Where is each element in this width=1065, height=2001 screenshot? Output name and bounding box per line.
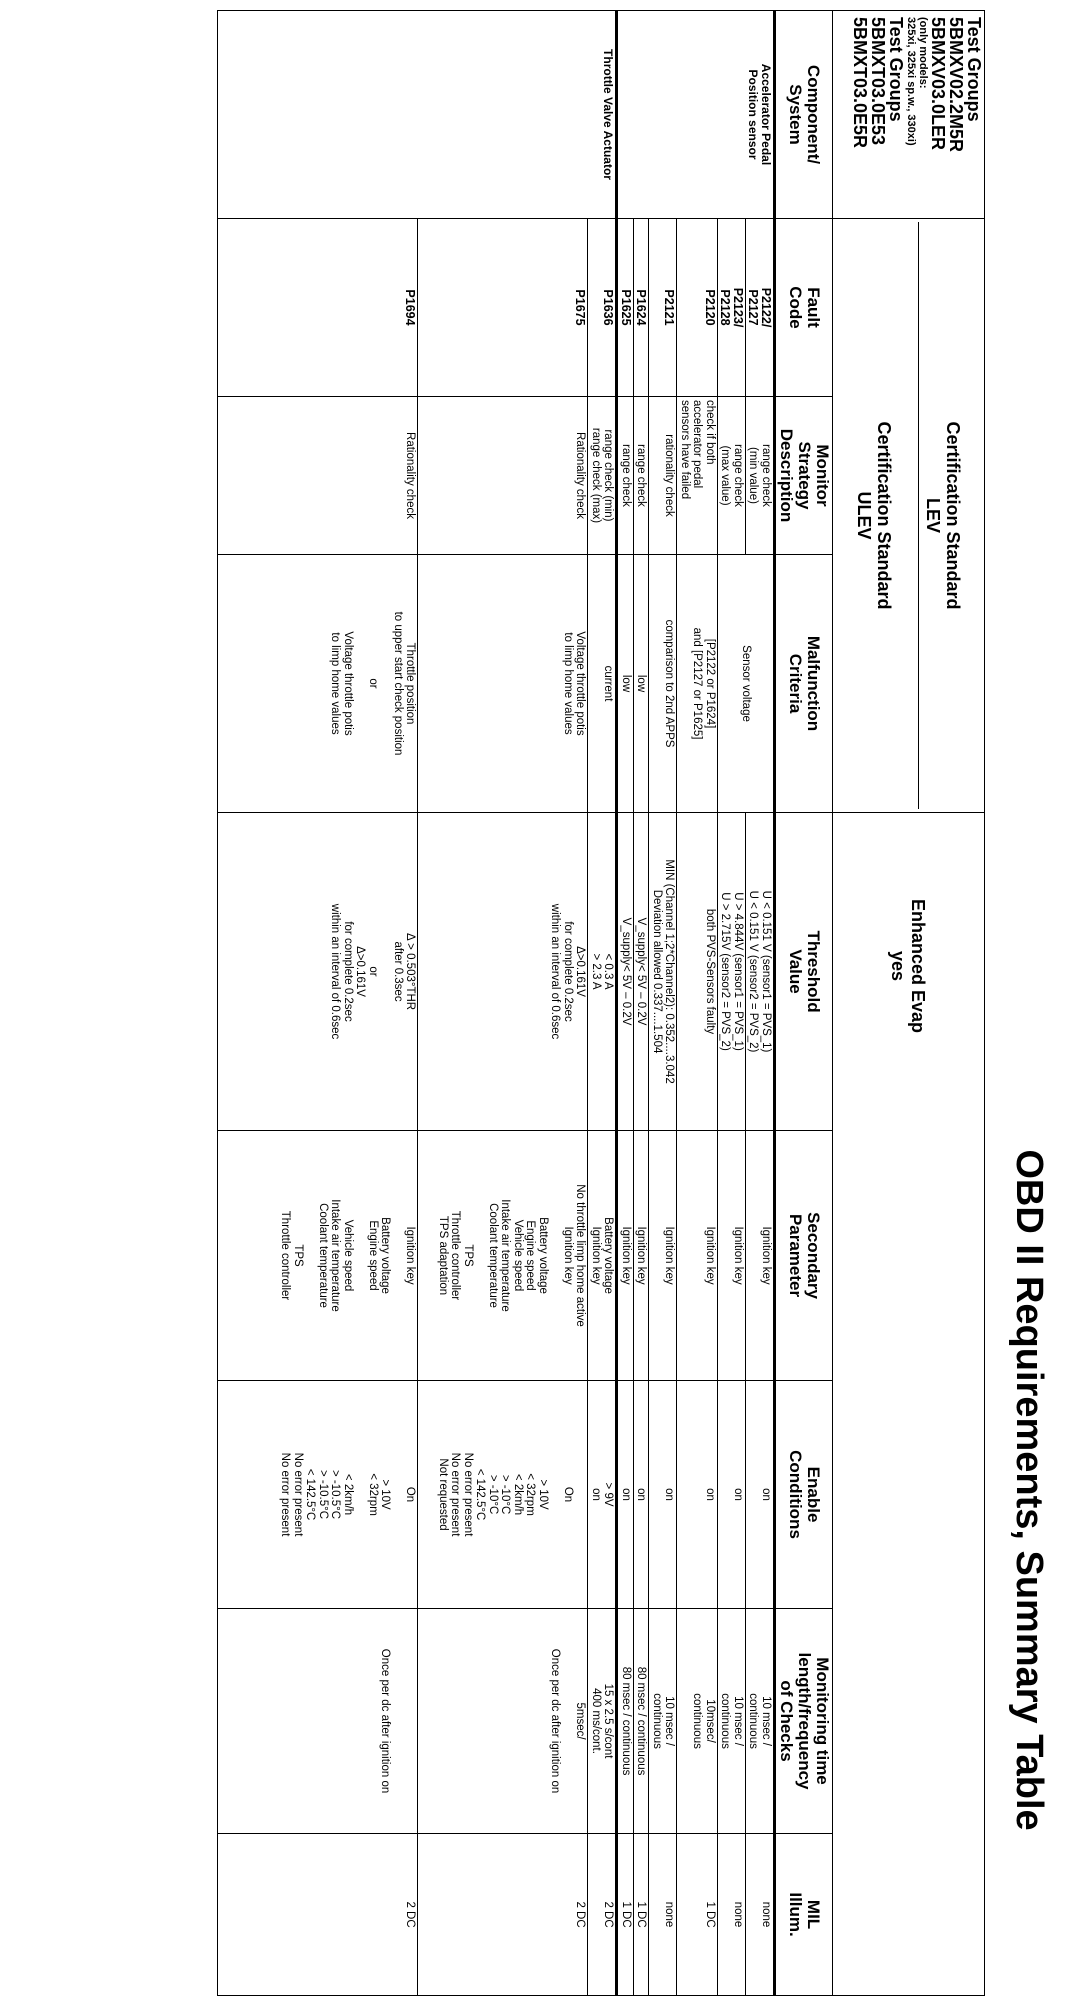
monitoring-time: 15 x 2.5 s/cont 400 ms/cont. xyxy=(588,1609,617,1834)
fault-code: P2121 xyxy=(649,219,677,397)
header-secondary-parameter: Secondary Parameter xyxy=(775,1131,833,1381)
threshold-value: U < 0.151 V (sensor1 = PVS_1) U < 0.151 V (sensor2 = PVS_2) xyxy=(746,813,775,1131)
enable-conditions: On > 10V < 32rpm < 2km/h > -10°C > -10°C < 142.5°C No error present No error present Not requested xyxy=(418,1381,588,1609)
mil-illum: 1 DC xyxy=(617,1834,634,1996)
malfunction-criteria: current xyxy=(588,555,617,813)
mil-illum: 1 DC xyxy=(634,1834,650,1996)
enable-conditions: on xyxy=(634,1381,650,1609)
malfunction-criteria: Sensor voltage xyxy=(718,555,775,813)
component-throttle: Throttle Valve Actuator xyxy=(218,11,617,219)
test-group-code: 5BMXT03.0E5R xyxy=(850,17,870,149)
cert-ulev: Certification Standard ULEV xyxy=(854,421,894,610)
enable-conditions: > 9V on xyxy=(588,1381,617,1609)
secondary-parameter: Ignition key xyxy=(677,1131,718,1381)
secondary-parameter: Ignition key xyxy=(718,1131,746,1381)
enable-conditions: On > 10V < 32rpm < 2km/h > -10.5°C > -10.5°C < 142.5°C No error present No error present xyxy=(218,1381,418,1609)
component-apps: Accelerator Pedal Position sensor xyxy=(617,11,775,219)
threshold-value: V_supply< 5V – 0.2V xyxy=(634,813,650,1131)
test-group-code: 5BMXV02.2M5R xyxy=(946,17,966,153)
test-groups-a-label: Test Groups xyxy=(964,17,984,122)
models-note: 325xi, 325xi sp.w., 330xi) xyxy=(905,17,917,146)
threshold-value: both PVS-Sensors faulty xyxy=(677,813,718,1131)
header-threshold: Threshold Value xyxy=(775,813,833,1131)
fault-code: P1636 xyxy=(588,219,617,397)
monitoring-time: 80 msec / continuous xyxy=(617,1609,634,1834)
monitoring-time: 5msec/ Once per dc after ignition on xyxy=(418,1609,588,1834)
test-groups-cell xyxy=(833,11,985,219)
secondary-parameter: Ignition key xyxy=(746,1131,775,1381)
monitor-strategy: Rationality check xyxy=(418,397,588,555)
threshold-value: MIN (Channel 1;2*Channel2): 0.352....3.042 Deviation allowed 0.337....1.504 xyxy=(649,813,677,1131)
certification-row xyxy=(833,11,985,1996)
page-title: OBD II Requirements, Summary Table xyxy=(1008,1149,1050,1831)
mil-illum: none xyxy=(649,1834,677,1996)
enable-conditions: on xyxy=(649,1381,677,1609)
monitor-strategy: rationality check xyxy=(649,397,677,555)
secondary-parameter: Ignition key Battery voltage Engine speed Vehicle speed Intake air temperature Coolant temperature TPS Throttle controller xyxy=(218,1131,418,1381)
table-row xyxy=(634,11,650,1996)
table-row xyxy=(218,11,418,1996)
enable-conditions: on xyxy=(677,1381,718,1609)
secondary-parameter: Ignition key xyxy=(649,1131,677,1381)
mil-illum: 2 DC xyxy=(218,1834,418,1996)
secondary-parameter: Battery voltage Ignition key xyxy=(588,1131,617,1381)
test-groups-b-label: Test Groups xyxy=(886,17,906,122)
malfunction-criteria: Voltage throttle potis to limp home values xyxy=(418,555,588,813)
mil-illum: 2 DC xyxy=(418,1834,588,1996)
table-row xyxy=(677,11,718,1996)
fault-code: P1625 xyxy=(617,219,634,397)
threshold-value: Δ > 0.503°THR after 0.3sec or Δ>0.161V for complete 0.2sec within an interval of 0.6sec xyxy=(218,813,418,1131)
threshold-value: U > 4.844V (sensor1 = PVS_1) U > 2.715V (sensor2 = PVS_2) xyxy=(718,813,746,1131)
threshold-value: < 0.3 A > 2.3 A xyxy=(588,813,617,1131)
header-component: Component/ System xyxy=(775,11,833,219)
secondary-parameter: No throttle limp home active Ignition key Battery voltage Engine speed Vehicle speed Intake air temperature Coolant temperature TPS Throttle controller TPS adaptation xyxy=(418,1131,588,1381)
monitoring-time: 80 msec / continuous xyxy=(634,1609,650,1834)
monitoring-time: Once per dc after ignition on xyxy=(218,1609,418,1834)
models-note: (only models: xyxy=(917,17,929,89)
header-row xyxy=(775,11,833,1996)
header-malfunction-criteria: Malfunction Criteria xyxy=(775,555,833,813)
mil-illum: none xyxy=(718,1834,746,1996)
malfunction-criteria: comparison to 2nd APPS xyxy=(649,555,677,813)
enhanced-evap-cell xyxy=(833,813,985,1996)
secondary-parameter: Ignition key xyxy=(617,1131,634,1381)
enable-conditions: on xyxy=(617,1381,634,1609)
fault-code: P2122/ P2127 xyxy=(746,219,775,397)
table-row xyxy=(649,11,677,1996)
monitoring-time: 10msec/ continuous xyxy=(677,1609,718,1834)
test-group-code: 5BMXT03.0E53 xyxy=(868,17,888,146)
cert-lev: Certification Standard LEV xyxy=(918,222,963,809)
header-monitoring-time: Monitoring time length/frequency of Checks xyxy=(775,1609,833,1834)
malfunction-criteria: low xyxy=(634,555,650,813)
monitoring-time: 10 msec / continuous xyxy=(718,1609,746,1834)
malfunction-criteria: Throttle position to upper start check position or Voltage throttle potis to limp home values xyxy=(218,555,418,813)
monitoring-time: 10 msec / continuous xyxy=(649,1609,677,1834)
fault-code: P1624 xyxy=(634,219,650,397)
enable-conditions: on xyxy=(718,1381,746,1609)
header-enable-conditions: Enable Conditions xyxy=(775,1381,833,1609)
mil-illum: 2 DC xyxy=(588,1834,617,1996)
header-fault-code: Fault Code xyxy=(775,219,833,397)
obd-summary-table xyxy=(218,10,986,1996)
threshold-value: V_supply< 5V – 0.2V xyxy=(617,813,634,1131)
table-row xyxy=(617,11,634,1996)
table-row xyxy=(718,11,746,1996)
monitoring-time: 10 msec / continuous xyxy=(746,1609,775,1834)
monitor-strategy: range check xyxy=(617,397,634,555)
certification-cell xyxy=(833,219,985,813)
mil-illum: none xyxy=(746,1834,775,1996)
monitor-strategy: range check (min value) xyxy=(746,397,775,555)
enable-conditions: on xyxy=(746,1381,775,1609)
malfunction-criteria: [P2122 or P1624] and [P2127 or P1625] xyxy=(677,555,718,813)
header-mil: MIL Illum. xyxy=(775,1834,833,1996)
monitor-strategy: range check xyxy=(634,397,650,555)
mil-illum: 1 DC xyxy=(677,1834,718,1996)
fault-code: P2123/ P2128 xyxy=(718,219,746,397)
fault-code: P2120 xyxy=(677,219,718,397)
table-row xyxy=(746,11,775,1996)
monitor-strategy: range check (min) range check (max) xyxy=(588,397,617,555)
fault-code: P1675 xyxy=(418,219,588,397)
monitor-strategy: Rationality check xyxy=(218,397,418,555)
table-row xyxy=(588,11,617,1996)
enhanced-evap: Enhanced Evap yes xyxy=(888,899,929,1034)
header-monitor-strategy: Monitor Strategy Description xyxy=(775,397,833,555)
monitor-strategy: check if both accelerator pedal sensors have failed xyxy=(677,397,718,555)
secondary-parameter: Ignition key xyxy=(634,1131,650,1381)
threshold-value: Δ>0.161V for complete 0.2sec within an interval of 0.6sec xyxy=(418,813,588,1131)
test-group-code: 5BMXV03.0LER xyxy=(928,17,948,151)
monitor-strategy: range check (max value) xyxy=(718,397,746,555)
fault-code: P1694 xyxy=(218,219,418,397)
table-row xyxy=(418,11,588,1996)
malfunction-criteria: low xyxy=(617,555,634,813)
